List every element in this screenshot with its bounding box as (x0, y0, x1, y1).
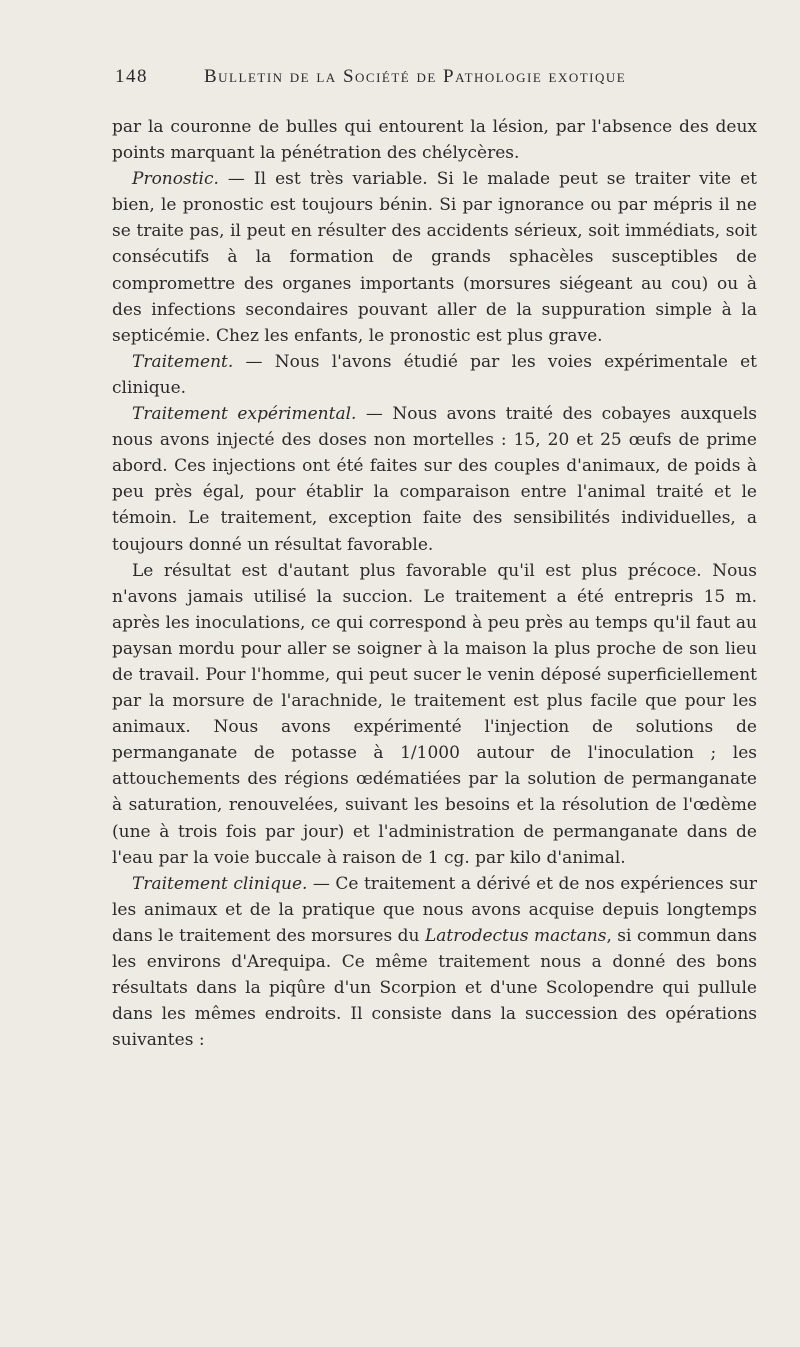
section-heading-pronostic: Pronostic. (132, 169, 219, 190)
paragraph (112, 166, 757, 349)
running-title: Bulletin de la Société de Pathologie exotique (204, 66, 627, 87)
article-body (112, 114, 757, 1053)
section-heading-traitement-clinique: Traitement clinique. (132, 873, 308, 894)
text-run: — Nous l'avons étudié par les voies expérimentale et clinique. (112, 351, 757, 398)
paragraph (112, 349, 757, 401)
section-heading-traitement: Traitement. (132, 351, 234, 372)
paragraph (112, 114, 757, 166)
text-run: Le résultat est d'autant plus favorable qu'il est plus précoce. Nous n'avons jamais utilisé la succion. Le traitement a été entrepris 15 m. après les inoculations, ce qui correspond à peu près au temps qu'il faut au paysan mordu pour aller se soigner à la maison la plus proche de son lieu de travail. Pour l'homme, qui peut sucer le venin déposé superficiellement par la morsure de l'arachnide, le traitement est plus facile que pour les animaux. Nous avons expérimenté l'injection de solutions de permanganate de potasse à 1/1000 autour de l'inoculation ; les attouchements des régions œdématiées par la solution de permanganate à saturation, renouvelées, suivant les besoins et la résolution de l'œdème (une à trois fois par jour) et l'administration de permanganate dans de l'eau par la voie buccale à raison de 1 cg. par kilo d'animal. (112, 560, 757, 868)
species-name: Latrodectus mactans (424, 925, 607, 946)
paragraph (112, 871, 757, 1054)
page-number: 148 (115, 66, 148, 87)
section-heading-traitement-experimental: Traitement expérimental. (132, 404, 357, 425)
paragraph (112, 558, 757, 871)
text-run: — Nous avons traité des cobayes auxquels nous avons injecté des doses non mortelles : 15, 20 et 25 œufs de prime abord. Ces injections ont été faites sur des couples d'animaux, de poids à peu près égal, pour établir la comparaison entre l'animal traité et le témoin. Le traitement, exception faite des sensibilités individuelles, a toujours donné un résultat favorable. (112, 404, 757, 555)
text-run: — Il est très variable. Si le malade peut se traiter vite et bien, le pronostic est toujours bénin. Si par ignorance ou par mépris il ne se traite pas, il peut en résulter des accidents sérieux, soit immédiats, soit consécutifs à la formation de grands sphacèles susceptibles de compromettre des organes importants (morsures siégeant au cou) ou à des infections secondaires pouvant aller de la suppuration simple à la septicémie. Chez les enfants, le pronostic est plus grave. (112, 169, 757, 346)
text-run: — Ce traitement a dérivé et de nos expériences sur les animaux et de la pratique que nous avons acquise depuis longtemps dans le traitement des morsures du (112, 873, 757, 946)
paragraph (112, 401, 757, 558)
text-run: par la couronne de bulles qui entourent la lésion, par l'absence des deux points marquant la pénétration des chélycères. (112, 117, 757, 164)
text-run: , si commun dans les environs d'Arequipa. Ce même traitement nous a donné des bons résultats dans la piqûre d'un Scorpion et d'une Scolopendre qui pullule dans les mêmes endroits. Il consiste dans la succession des opérations suivantes : (112, 925, 757, 1051)
